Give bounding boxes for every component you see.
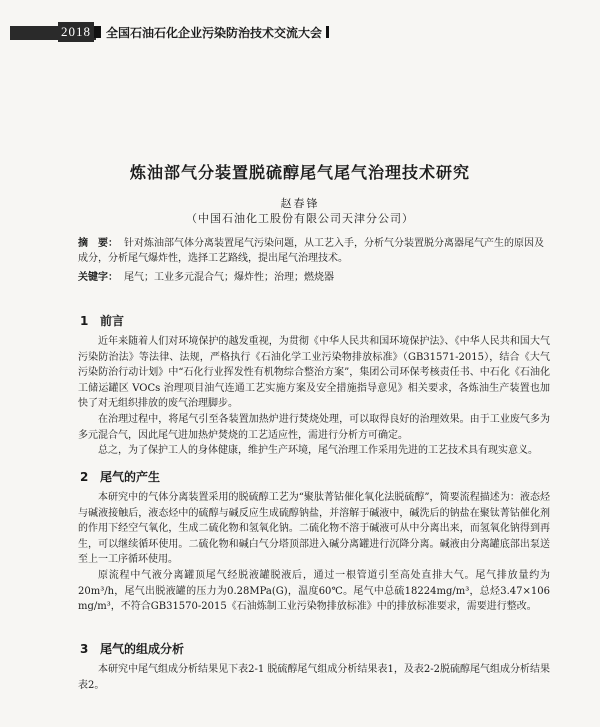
keywords bbox=[78, 270, 550, 285]
paragraph: 本研究中尾气组成分析结果见下表2-1 脱硫醇尾气组成分析结果表1，及表2-2脱硫醇尾气组成分析结果表2。 bbox=[78, 664, 550, 691]
header-conference-title: 全国石油石化企业污染防治技术交流大会 bbox=[106, 24, 329, 42]
running-header bbox=[10, 22, 590, 44]
paper-affiliation: （中国石油化工股份有限公司天津分公司） bbox=[186, 212, 414, 225]
abstract bbox=[78, 236, 550, 266]
paragraph: 近年来随着人们对环境保护的越发重视，为贯彻《中华人民共和国环境保护法》、《中华人民共和国大气污染防治法》等法律、法规，严格执行《石油化学工业污染物排放标准》（GB31571-2015），结合《大气污染防治行动计划》中“石化行业挥发性有机物综合整治方案”，集团公司环保考核责任书、中石化《石油化工储运罐区 VOCs 治理项目油气连通工艺实施方案及安全措施指导意见》相关要求，各炼油生产装置也加快了对无组织排放的废气治理脚步。 bbox=[78, 336, 550, 410]
paper-title: 炼油部气分装置脱硫醇尾气尾气治理技术研究 bbox=[129, 163, 470, 182]
abstract-label: 摘 要： bbox=[78, 238, 118, 249]
header-bullet bbox=[94, 26, 101, 38]
section-heading-3: 3 尾气的组成分析 bbox=[80, 642, 185, 656]
section-2-body bbox=[78, 490, 550, 615]
paper-author: 赵春锋 bbox=[280, 197, 320, 210]
abstract-text: 针对炼油部气体分离装置尾气污染问题，从工艺入手，分析气分装置脱分离器尾气产生的原因及成分，分析尾气爆炸性，选择工艺路线，提出尾气治理技术。 bbox=[78, 238, 544, 264]
paragraph: 原流程中气液分离罐顶尾气经脱液罐脱液后，通过一根管道引至高处直排大气。尾气排放量约为20m³/h，尾气出脱液罐的压力为0.28MPa(G)，温度60℃。尾气中总硫18224mg/m³，总烃3.47×106 mg/m³，不符合GB31570-2015《石油炼制工业污染物排放标准》中的排放标准要求，需要进行整改。 bbox=[78, 569, 550, 613]
paragraph: 本研究中的气体分离装置采用的脱硫醇工艺为“聚肽菁钴催化氧化法脱硫醇”，简要流程描述为：液态烃与碱液接触后，液态烃中的硫醇与碱反应生成硫醇钠盐，并溶解于碱液中，碱洗后的钠盐在聚钛菁钴催化剂的作用下经空气氧化，生成二硫化物和氢氧化钠。二硫化物不溶于碱液可从中分离出来，而氢氧化钠得到再生，可以继续循环使用。二硫化物和碱白气分塔顶部进入碱分离罐进行沉降分离。碱液由分离罐底部出泵送至上一工序循环使用。 bbox=[78, 492, 550, 566]
keywords-label: 关键字： bbox=[78, 272, 118, 283]
section-3-body bbox=[78, 662, 550, 693]
paragraph: 在治理过程中，将尾气引至各装置加热炉进行焚烧处理，可以取得良好的治理效果。由于工业废气多为多元混合气，因此尾气进加热炉焚烧的工艺适应性，需进行分析方可确定。 bbox=[78, 413, 550, 441]
keywords-text: 尾气；工业多元混合气；爆炸性；治理；燃烧器 bbox=[124, 272, 334, 283]
section-heading-2: 2 尾气的产生 bbox=[80, 470, 161, 484]
section-heading-1: 1 前言 bbox=[80, 314, 125, 328]
header-year: 2018 bbox=[58, 22, 94, 42]
paragraph: 总之，为了保护工人的身体健康，维护生产环境，尾气治理工作采用先进的工艺技术具有现实意义。 bbox=[98, 445, 538, 457]
section-1-body bbox=[78, 334, 550, 459]
